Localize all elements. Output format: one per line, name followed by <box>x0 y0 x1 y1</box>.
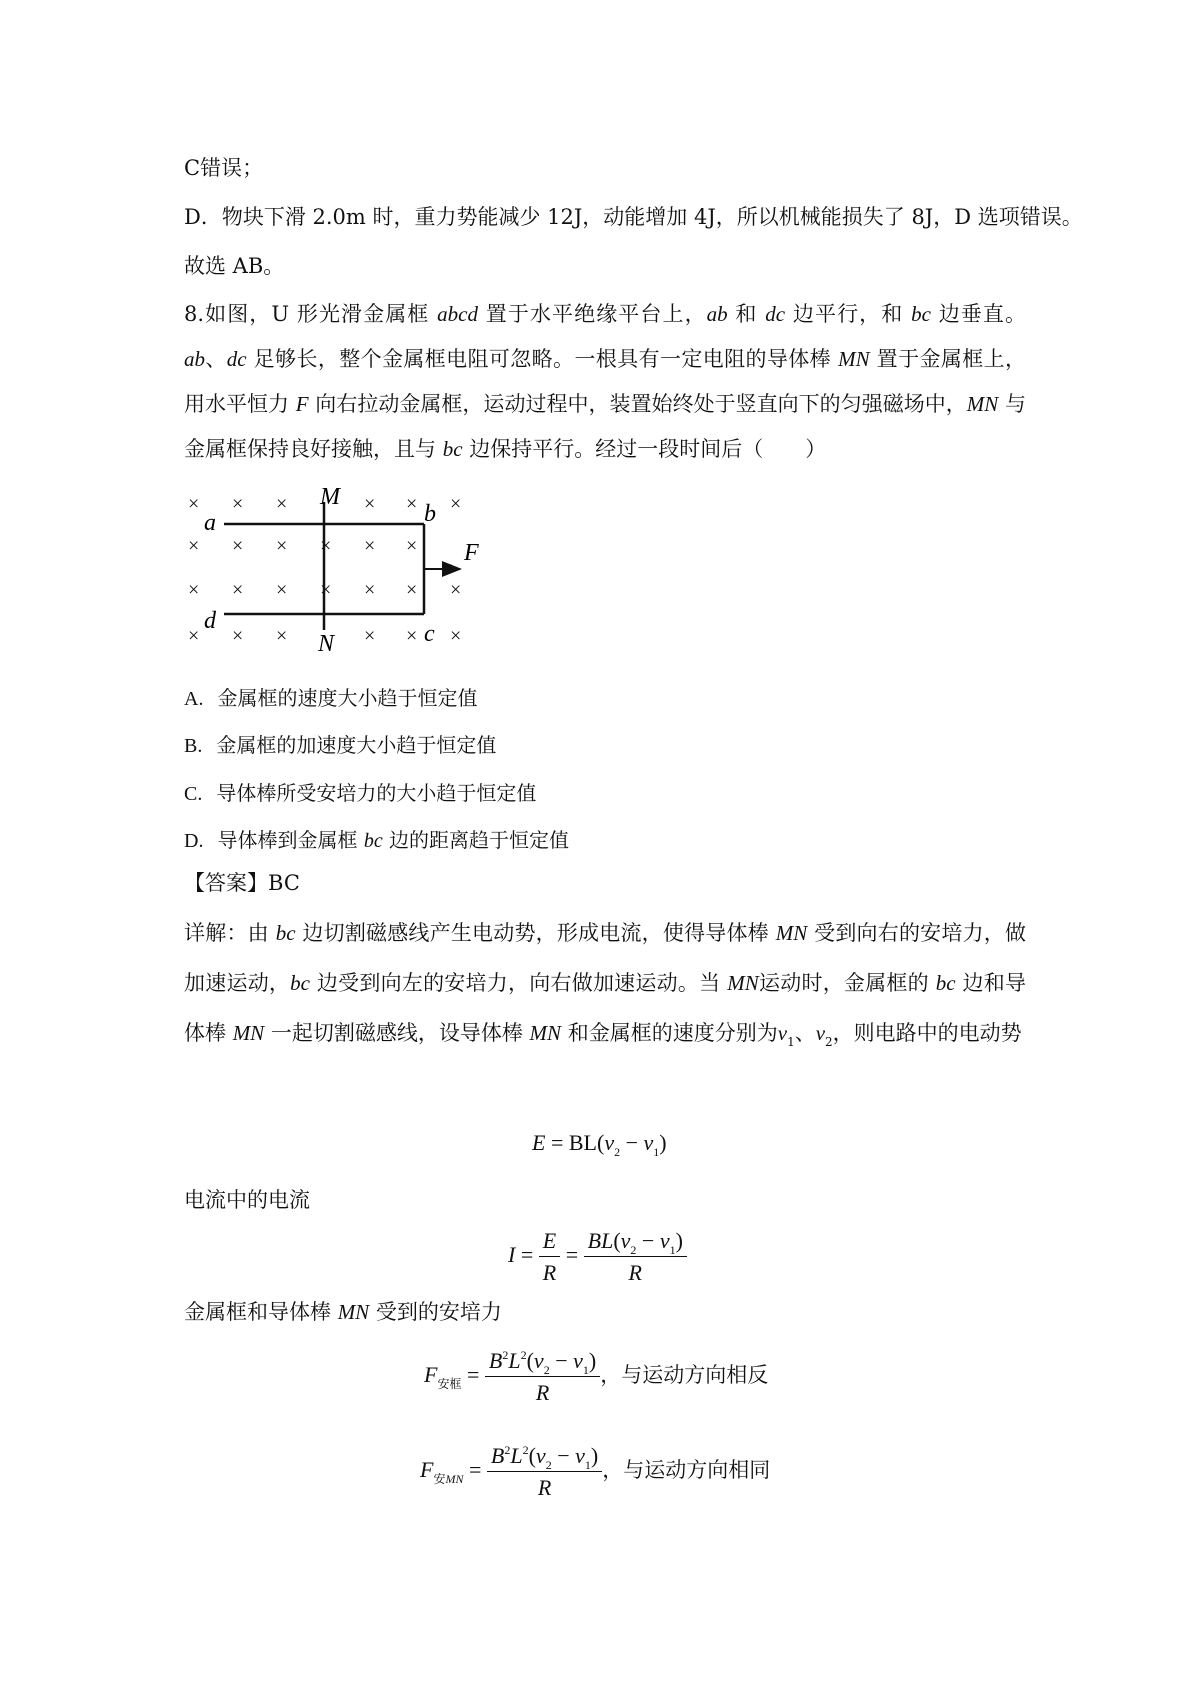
field-cross: × <box>364 535 376 557</box>
option-c: C. 导体棒所受安培力的大小趋于恒定值 <box>184 781 537 805</box>
label-c: c <box>424 621 435 647</box>
label-a: a <box>204 510 216 536</box>
field-cross: × <box>320 535 332 557</box>
text-current: 电流中的电流 <box>184 1188 310 1212</box>
option-b: B. 金属框的加速度大小趋于恒定值 <box>184 733 497 757</box>
line-d-explanation: D．物块下滑 2.0m 时，重力势能减少 12J，动能增加 4J，所以机械能损失了 8J，D 选项错误。 <box>184 205 1083 229</box>
explanation: 详解：由 bc 边切割磁感线产生电动势，形成电流，使得导体棒 MN 受到向右的安培力，做加速运动，bc 边受到向左的安培力，向右做加速运动。当 MN运动时，金属框的 bc 边和导体棒 MN 一起切割磁感线，设导体棒 MN 和金属框的速度分别为$v_1$、$v_2$，则电路中的电动势 <box>184 921 1026 1049</box>
field-cross: × <box>364 493 376 515</box>
field-cross: × <box>188 493 200 515</box>
field-cross: × <box>276 625 288 647</box>
field-cross: × <box>406 535 418 557</box>
label-b: b <box>424 501 436 527</box>
option-a: A. 金属框的速度大小趋于恒定值 <box>184 686 478 710</box>
field-cross: × <box>232 579 244 601</box>
answer: 【答案】BC <box>184 871 300 895</box>
formula-force-frame: $F_{安框}$ = $\frac{B^2L^2(v_2 - v_1)}{R}$ ，与运动方向相反 <box>424 1348 769 1405</box>
formula-current: I = $\frac{E}{R}$ = $\frac{BL(v_2 - v_1)}{R}$ <box>508 1228 687 1286</box>
magnetic-field-figure <box>180 480 520 660</box>
field-cross: × <box>276 535 288 557</box>
field-cross: × <box>450 625 462 647</box>
field-cross: × <box>276 579 288 601</box>
field-cross: × <box>188 625 200 647</box>
question-8: 8.如图，U 形光滑金属框 abcd 置于水平绝缘平台上，ab 和 dc 边平行，和 bc 边垂直。ab、dc 足够长，整个金属框电阻可忽略。一根具有一定电阻的导体棒 MN 置于金属框上，用水平恒力 F 向右拉动金属框，运动过程中，装置始终处于竖直向下的匀强磁场中，MN 与金属框保持良好接触，且与 bc 边保持平行。经过一段时间后（ ） <box>184 302 1026 461</box>
formula-emf: $E = BL(v_2 - v_1)$ <box>532 1130 667 1159</box>
field-cross: × <box>406 579 418 601</box>
label-F: F <box>464 540 479 566</box>
line-c-wrong: C错误； <box>184 156 264 180</box>
field-cross: × <box>406 625 418 647</box>
text-ampere-force: 金属框和导体棒 MN 受到的安培力 <box>184 1300 502 1324</box>
field-cross: × <box>364 579 376 601</box>
field-cross: × <box>188 535 200 557</box>
field-cross: × <box>276 493 288 515</box>
label-M: M <box>320 484 340 510</box>
field-cross: × <box>320 579 332 601</box>
field-cross: × <box>450 493 462 515</box>
label-d: d <box>204 608 216 634</box>
field-cross: × <box>232 535 244 557</box>
formula-force-rod: $F_{安MN}$ = $\frac{B^2L^2(v_2 - v_1)}{R}$ ，与运动方向相同 <box>420 1443 771 1500</box>
field-cross: × <box>406 493 418 515</box>
field-cross: × <box>450 579 462 601</box>
field-cross: × <box>232 493 244 515</box>
field-cross: × <box>364 625 376 647</box>
field-cross: × <box>232 625 244 647</box>
line-choose-ab: 故选 AB。 <box>184 254 285 278</box>
field-cross: × <box>188 579 200 601</box>
label-N: N <box>318 631 335 657</box>
option-d: D. 导体棒到金属框 bc 边的距离趋于恒定值 <box>184 828 570 852</box>
field-cross: × <box>442 558 454 580</box>
